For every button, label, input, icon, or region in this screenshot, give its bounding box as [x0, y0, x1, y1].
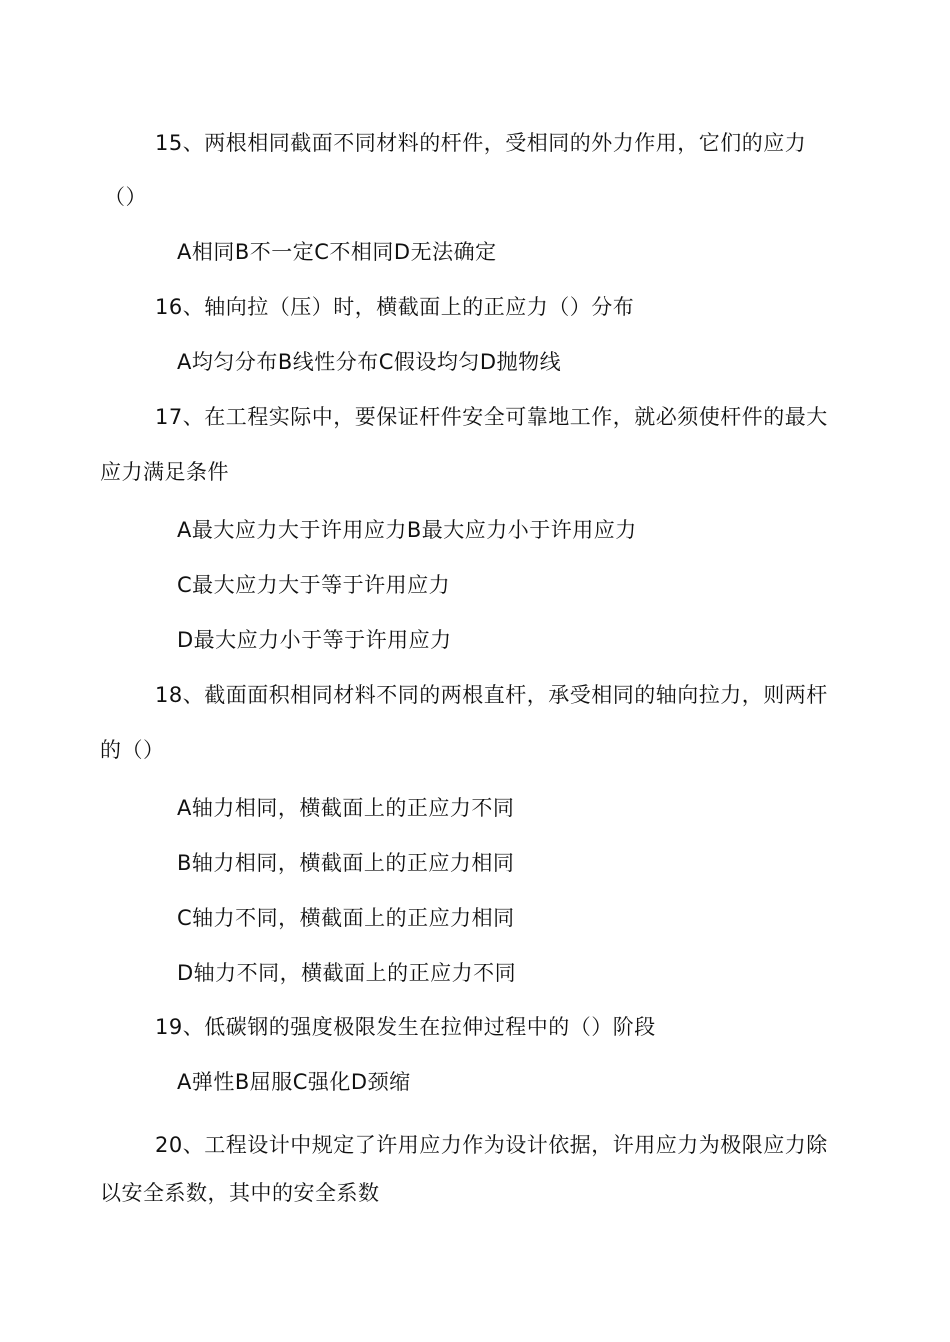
question-20-stem-continued: 以安全系数，其中的安全系数 — [100, 1181, 380, 1205]
question-18-option-b: B轴力相同，横截面上的正应力相同 — [177, 851, 515, 875]
question-15-stem-continued: （） — [104, 185, 147, 209]
question-19-options: A弹性B屈服C强化D颈缩 — [177, 1070, 411, 1094]
question-18-option-c: C轴力不同，横截面上的正应力相同 — [177, 906, 515, 930]
question-18-stem-continued: 的（） — [100, 738, 165, 762]
question-17-stem: 17、在工程实际中，要保证杆件安全可靠地工作，就必须使杆件的最大 — [155, 405, 828, 429]
question-17-option-d: D最大应力小于等于许用应力 — [177, 628, 452, 652]
question-20-stem: 20、工程设计中规定了许用应力作为设计依据，许用应力为极限应力除 — [155, 1133, 828, 1157]
question-18-option-a: A轴力相同，横截面上的正应力不同 — [177, 796, 515, 820]
question-17-stem-continued: 应力满足条件 — [100, 460, 229, 484]
question-18-stem: 18、截面面积相同材料不同的两根直杆，承受相同的轴向拉力，则两杆 — [155, 683, 828, 707]
question-17-option-c: C最大应力大于等于许用应力 — [177, 573, 451, 597]
question-15-stem: 15、两根相同截面不同材料的杆件，受相同的外力作用，它们的应力 — [155, 131, 807, 155]
question-18-option-d: D轴力不同，横截面上的正应力不同 — [177, 961, 517, 985]
question-17-option-a-b: A最大应力大于许用应力B最大应力小于许用应力 — [177, 518, 637, 542]
question-16-stem: 16、轴向拉（压）时，横截面上的正应力（）分布 — [155, 295, 635, 319]
question-15-options: A相同B不一定C不相同D无法确定 — [177, 240, 497, 264]
question-16-options: A均匀分布B线性分布C假设均匀D抛物线 — [177, 350, 562, 374]
question-19-stem: 19、低碳钢的强度极限发生在拉伸过程中的（）阶段 — [155, 1015, 656, 1039]
